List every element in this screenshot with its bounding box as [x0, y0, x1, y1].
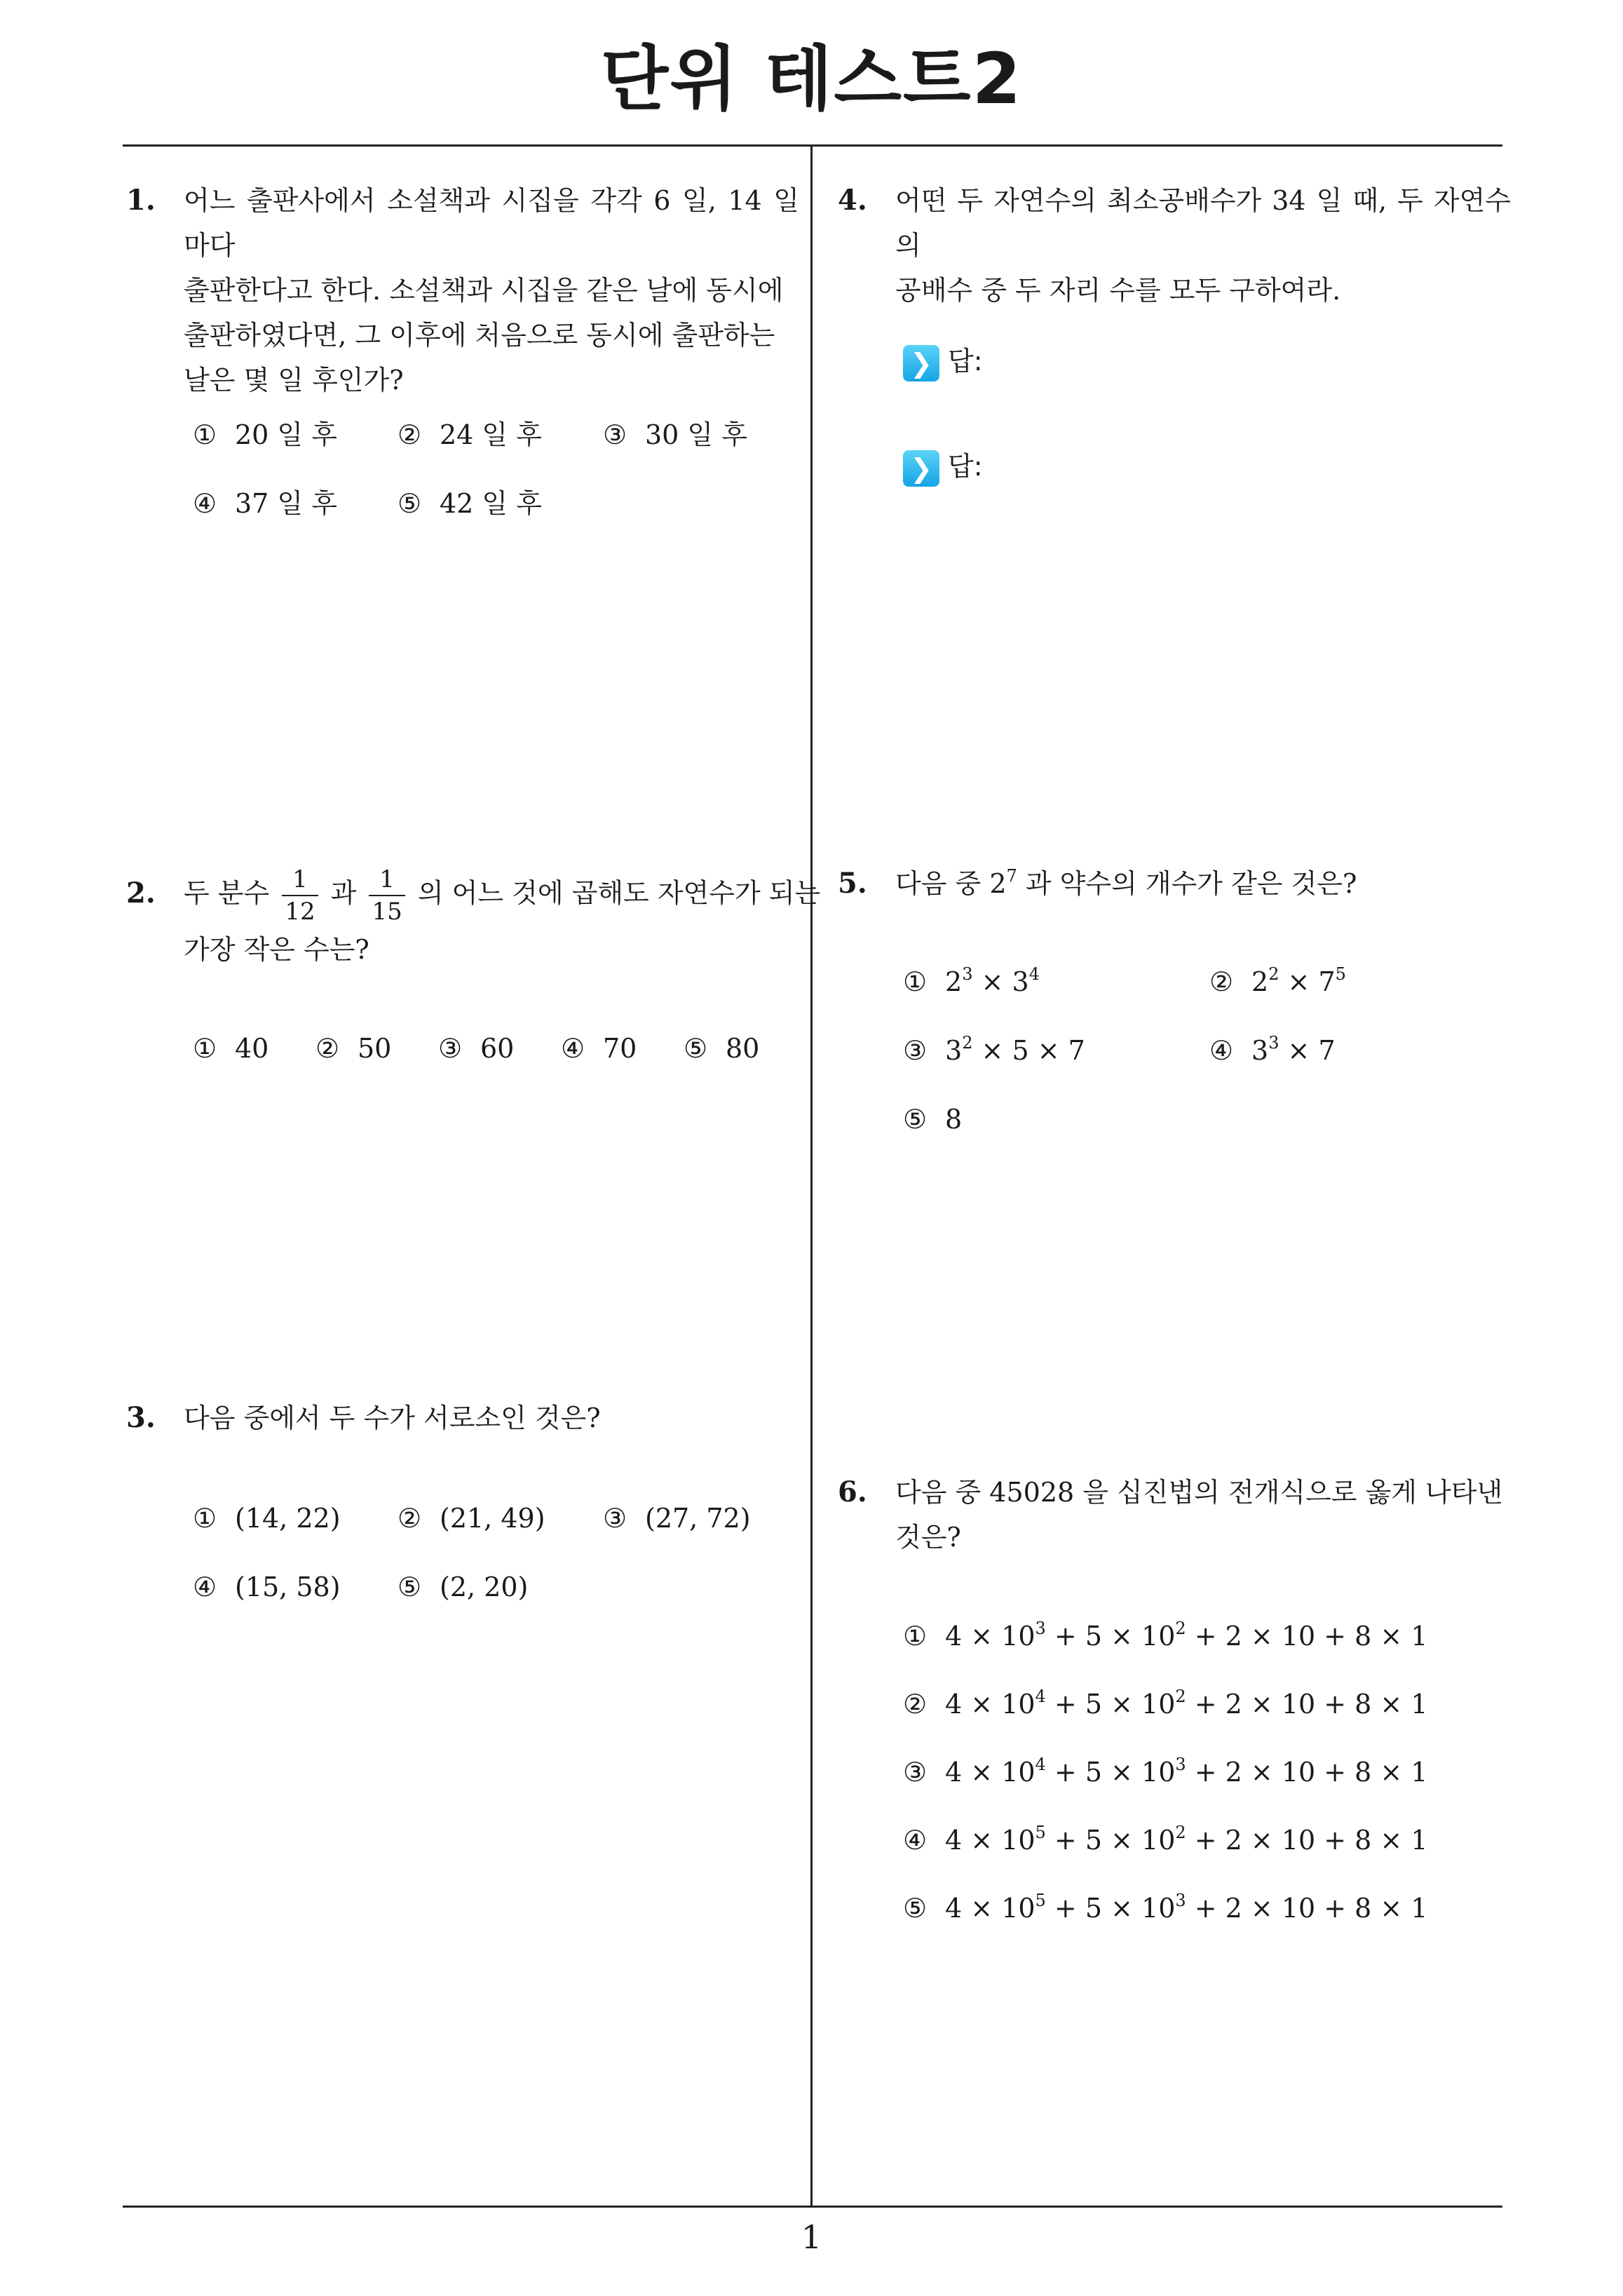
question-number: 5. — [838, 867, 867, 900]
power-exponent: 2 — [1175, 1619, 1186, 1638]
power-base: 10 — [1001, 1621, 1035, 1652]
power-exponent: 4 — [1035, 1687, 1046, 1706]
choice-marker: ① — [193, 1503, 217, 1534]
expression-text: + 5 × — [1045, 1825, 1142, 1856]
choice-option[interactable] — [903, 1755, 1428, 1790]
choice-text: 42 일 후 — [440, 488, 542, 519]
question-text-line: 어느 출판사에서 소설책과 시집을 각각 6 일, 14 일마다 — [184, 185, 799, 261]
question-text-part: 과 — [330, 877, 357, 909]
choice-marker: ② — [315, 1033, 340, 1064]
choice-marker: ② — [398, 419, 422, 450]
choice-text: 70 — [603, 1033, 637, 1064]
question-text — [184, 178, 799, 403]
expression-text: + 5 × — [1045, 1757, 1142, 1788]
power-expression — [1001, 1893, 1046, 1924]
choice-option[interactable] — [903, 964, 1040, 999]
expression-text: × — [1279, 966, 1319, 997]
choice-option[interactable] — [903, 1823, 1428, 1858]
chevron-right-icon: ❯ — [903, 450, 939, 487]
choice-option[interactable] — [603, 417, 747, 452]
choice-option[interactable] — [903, 1891, 1428, 1926]
choice-option[interactable] — [903, 1102, 962, 1137]
choice-text — [945, 1893, 1428, 1924]
footer-divider — [123, 2206, 1502, 2208]
choice-text: 80 — [726, 1033, 760, 1064]
power-exponent: 2 — [1175, 1687, 1186, 1706]
power-base: 3 — [1251, 1035, 1269, 1066]
choice-text — [945, 1757, 1428, 1788]
power-exponent: 5 — [1035, 1823, 1046, 1842]
power-exponent: 3 — [1268, 1033, 1279, 1053]
choice-text: 40 — [235, 1033, 269, 1064]
question-text: 다음 중에서 두 수가 서로소인 것은? — [184, 1403, 601, 1433]
chevron-right-icon: ❯ — [903, 345, 939, 381]
expression-text: 4 × — [945, 1893, 1002, 1924]
choice-option[interactable] — [193, 1031, 269, 1066]
question-text — [895, 861, 1511, 906]
power-base: 2 — [989, 868, 1007, 899]
choice-marker: ① — [903, 1621, 928, 1652]
power-exponent: 2 — [962, 1033, 973, 1053]
question-text — [895, 1470, 1511, 1560]
power-expression — [1141, 1689, 1186, 1720]
expression-text: + 5 × — [1045, 1621, 1142, 1652]
choice-text — [945, 1104, 962, 1135]
choice-text — [1251, 966, 1346, 997]
power-expression — [945, 1035, 972, 1066]
power-expression — [1251, 1035, 1279, 1066]
page-number: 1 — [801, 2218, 822, 2256]
expression-text: × 7 — [1279, 1035, 1336, 1066]
choice-option[interactable] — [603, 1501, 751, 1536]
question-text-line: 출판하였다면, 그 이후에 처음으로 동시에 출판하는 — [184, 320, 775, 351]
choice-text — [1251, 1035, 1336, 1066]
expression-text: + 2 × 10 + 8 × 1 — [1186, 1757, 1428, 1788]
choice-text: 30 일 후 — [645, 419, 747, 450]
question-text-part: 과 약수의 개수가 같은 것은? — [1025, 868, 1357, 899]
power-expression — [1001, 1757, 1046, 1788]
choice-option[interactable] — [398, 417, 542, 452]
expression-text: 4 × — [945, 1621, 1002, 1652]
power-base: 10 — [1141, 1621, 1176, 1652]
power-exponent: 7 — [1006, 866, 1017, 886]
question-text-line — [184, 864, 821, 927]
fraction-one-fifteenth — [369, 864, 405, 927]
choice-option[interactable] — [193, 1569, 341, 1605]
choice-option[interactable] — [903, 1687, 1428, 1722]
choice-marker: ⑤ — [684, 1033, 708, 1064]
power-exponent: 4 — [1035, 1755, 1046, 1774]
fraction-denominator: 12 — [285, 898, 315, 926]
expression-text: + 2 × 10 + 8 × 1 — [1186, 1825, 1428, 1856]
choice-marker: ④ — [193, 488, 217, 519]
expression-text: 8 — [945, 1104, 963, 1135]
choice-text: 37 일 후 — [235, 488, 337, 519]
question-text-line: 출판한다고 한다. 소설책과 시집을 같은 날에 동시에 — [184, 275, 784, 306]
question-number: 1. — [126, 184, 156, 217]
choice-marker: ⑤ — [903, 1893, 928, 1924]
choice-marker: ④ — [1209, 1035, 1234, 1066]
question-text-line: 다음 중 45028 을 십진법의 전개식으로 옳게 나타낸 — [895, 1477, 1503, 1508]
power-exponent: 3 — [962, 964, 973, 984]
answer-field-1[interactable] — [903, 342, 983, 381]
expression-text: + 2 × 10 + 8 × 1 — [1186, 1893, 1428, 1924]
choice-text — [945, 966, 1040, 997]
power-exponent: 4 — [1028, 964, 1040, 984]
choice-text — [945, 1825, 1428, 1856]
choice-option[interactable] — [398, 486, 542, 521]
expression-text: × 5 × 7 — [972, 1035, 1085, 1066]
fraction-one-twelfth — [282, 864, 318, 927]
column-divider — [810, 145, 813, 2207]
choice-marker: ② — [903, 1689, 928, 1720]
power-base: 10 — [1001, 1825, 1035, 1856]
choice-option[interactable] — [903, 1619, 1428, 1654]
question-text-line: 공배수 중 두 자리 수를 모두 구하여라. — [895, 275, 1341, 306]
choice-marker: ① — [903, 966, 928, 997]
fraction-numerator: 1 — [282, 864, 318, 896]
choice-option[interactable] — [684, 1031, 759, 1066]
power-base: 10 — [1001, 1689, 1035, 1720]
expression-text: + 2 × 10 + 8 × 1 — [1186, 1621, 1428, 1652]
question-text-line: 가장 작은 수는? — [184, 934, 369, 965]
choice-marker: ④ — [903, 1825, 928, 1856]
choice-option[interactable] — [438, 1031, 514, 1066]
choice-text: (21, 49) — [440, 1503, 545, 1534]
power-base: 3 — [1012, 966, 1029, 997]
choice-marker: ⑤ — [398, 488, 422, 519]
question-text-part: 의 어느 것에 곱해도 자연수가 되는 — [417, 877, 821, 909]
power-base: 7 — [1318, 966, 1336, 997]
choice-option[interactable] — [398, 1501, 545, 1536]
choice-text: (27, 72) — [645, 1503, 751, 1534]
question-number: 3. — [126, 1401, 156, 1434]
power-expression — [1001, 1621, 1046, 1652]
question-number: 4. — [838, 184, 867, 217]
power-base: 10 — [1141, 1893, 1176, 1924]
choice-text: 50 — [358, 1033, 392, 1064]
power-base: 2 — [1251, 966, 1269, 997]
power-expression — [1141, 1757, 1186, 1788]
choice-marker: ② — [398, 1503, 422, 1534]
choice-marker: ③ — [438, 1033, 463, 1064]
power-base: 10 — [1141, 1689, 1176, 1720]
expression-text: 4 × — [945, 1825, 1002, 1856]
power-base: 10 — [1001, 1757, 1035, 1788]
choice-text: 20 일 후 — [235, 419, 337, 450]
power-exponent: 2 — [1175, 1823, 1186, 1842]
power-expression — [945, 966, 972, 997]
choice-option[interactable] — [193, 486, 337, 521]
choice-option[interactable] — [1209, 1033, 1336, 1068]
choice-marker: ⑤ — [903, 1104, 928, 1135]
power-expression — [1251, 966, 1279, 997]
choice-text — [945, 1621, 1428, 1652]
choice-marker: ③ — [903, 1035, 928, 1066]
choice-text — [945, 1035, 1085, 1066]
question-text-part: 다음 중 — [895, 868, 982, 899]
power-exponent: 3 — [1175, 1755, 1186, 1774]
question-text — [895, 178, 1511, 313]
answer-label: 답: — [948, 451, 983, 482]
question-text-part: 두 분수 — [184, 877, 270, 909]
power-expression — [1318, 966, 1345, 997]
choice-marker: ③ — [603, 1503, 627, 1534]
power-exponent: 5 — [1035, 1891, 1046, 1910]
choice-text: 60 — [480, 1033, 515, 1064]
question-number: 6. — [838, 1475, 867, 1508]
header-divider — [123, 144, 1502, 147]
power-expression — [1001, 1825, 1046, 1856]
power-expression — [1141, 1893, 1186, 1924]
choice-text — [945, 1689, 1428, 1720]
answer-field-2[interactable] — [903, 447, 983, 487]
fraction-numerator: 1 — [369, 864, 405, 896]
choice-marker: ⑤ — [398, 1572, 422, 1602]
question-text-line: 것은? — [895, 1522, 961, 1553]
choice-option[interactable] — [398, 1569, 528, 1605]
power-expression — [1001, 1689, 1046, 1720]
choice-marker: ③ — [603, 419, 627, 450]
power-exponent: 2 — [1268, 964, 1279, 984]
choice-text: (14, 22) — [235, 1503, 341, 1534]
expression-text: + 5 × — [1045, 1893, 1142, 1924]
question-number: 2. — [126, 877, 156, 910]
power-base: 10 — [1141, 1825, 1176, 1856]
power-base: 10 — [1001, 1893, 1035, 1924]
choice-option[interactable] — [315, 1031, 391, 1066]
power-expression — [1141, 1621, 1186, 1652]
choice-text: (15, 58) — [235, 1572, 341, 1602]
choice-marker: ④ — [561, 1033, 585, 1064]
fraction-denominator: 15 — [372, 898, 402, 926]
power-base: 10 — [1141, 1757, 1176, 1788]
choice-marker: ③ — [903, 1757, 928, 1788]
choice-text: 24 일 후 — [440, 419, 542, 450]
power-exponent: 3 — [1035, 1619, 1046, 1638]
power-expression — [1141, 1825, 1186, 1856]
choice-option[interactable] — [903, 1033, 1085, 1068]
choice-marker: ① — [193, 419, 217, 450]
power-exponent: 5 — [1335, 964, 1346, 984]
answer-label: 답: — [948, 346, 983, 377]
power-exponent: 3 — [1175, 1891, 1186, 1910]
choice-option[interactable] — [193, 417, 337, 452]
power-base: 3 — [945, 1035, 963, 1066]
question-text — [184, 864, 821, 972]
choice-option[interactable] — [561, 1031, 637, 1066]
choice-marker: ② — [1209, 966, 1234, 997]
expression-text: + 2 × 10 + 8 × 1 — [1186, 1689, 1428, 1720]
expression-text: + 5 × — [1045, 1689, 1142, 1720]
power-expression — [989, 868, 1017, 899]
choice-marker: ① — [193, 1033, 217, 1064]
choice-option[interactable] — [1209, 964, 1346, 999]
question-text-line: 날은 몇 일 후인가? — [184, 365, 404, 396]
power-base: 2 — [945, 966, 963, 997]
question-text-line: 어떤 두 자연수의 최소공배수가 34 일 때, 두 자연수의 — [895, 185, 1511, 261]
choice-text: (2, 20) — [440, 1572, 529, 1602]
power-expression — [1012, 966, 1039, 997]
choice-option[interactable] — [193, 1501, 341, 1536]
expression-text: 4 × — [945, 1689, 1002, 1720]
expression-text: × — [972, 966, 1012, 997]
page-title: 단위 테스트2 — [600, 38, 1023, 120]
expression-text: 4 × — [945, 1757, 1002, 1788]
choice-marker: ④ — [193, 1572, 217, 1602]
